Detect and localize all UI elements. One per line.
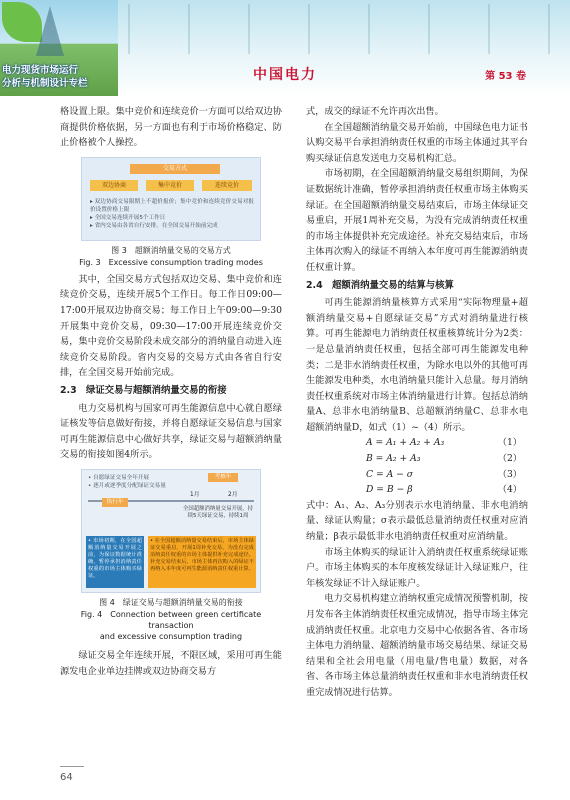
fig3-title: 交易方式 [130, 164, 220, 174]
equation-body: A = A₁ + A₂ + A₃ [366, 437, 445, 449]
power-line-illustration [128, 4, 558, 54]
section-title-line2: 分析与机制设计专栏 [2, 78, 88, 89]
fig3-caption-cn: 图 3 超额消纳量交易的交易方式 [111, 245, 231, 255]
fig3-list [90, 198, 254, 230]
page-number: 64 [60, 772, 73, 783]
paragraph: 在全国超额消纳量交易开始前，中国绿色电力证书认购交易平台承担消纳责任权重的市场主体通过其平台购买绿证信息发送电力交易机构汇总。 [306, 121, 528, 164]
paragraph: 电力交易机构与国家可再生能源信息中心就自愿绿证核发等信息做好衔接，并将自愿绿证交易信息与国家可再生能源信息中心做好共享，绿证交易与超额消纳量交易的衔接如图4所示。 [60, 402, 282, 461]
equation-body: B = A₂ + A₃ [366, 453, 421, 465]
fig4-right-box: • 在全国超额消纳量交易结束后，市场主体绿证交易重启，开展1周补充交易，为没有完成消纳责任权重的市场主体提供补充完成途径。补充交易结束后，市场主体再次购入的绿证不再纳入本年度可再生能源消纳责任权重计算。 [148, 536, 256, 588]
paragraph: 格设置上限。集中竞价和连续竞价一方面可以给双边协商提供价格依据，另一方面也有利于市场价格稳定、防止价格被个人操控。 [60, 106, 282, 149]
equation-3 [306, 467, 528, 483]
fig3-box-centralized: 集中竞价 [146, 180, 194, 191]
paragraph: 式中：A₁、A₂、A₃分别表示水电消纳量、非水电消纳量、绿证认购量；σ表示最低总量消纳责任权重对应消纳量；β表示最低非水电消纳责任权重对应消纳量。 [306, 499, 528, 543]
fig4-tag-execution-year: 执行年 [102, 498, 128, 507]
fig4-left-box: • 市场初期，在全国超额消纳量交易开展之前，为保证数据统计准确，暂停承担消纳责任权重的市场主体购买绿证。 [86, 536, 144, 588]
paragraph: 可再生能源消纳量核算方式采用“实际物理量+超额消纳量交易+自愿绿证交易”方式对消纳量进行核算。可再生能源电力消纳责任权重核算统计分为2类：一是总量消纳责任权重，包括全部可再生能源发电种类；二是非水消纳责任权重，为除水电以外的其他可再生能源发电种类，水电消纳量只能计入总量。每月消纳责任权重系统对市场主体消纳量进行计算。包括总消纳量A、总非水电消纳量B、总超额消纳量C、总非水电超额消纳量D，如式（1）~（4）所示。 [306, 297, 528, 433]
page-number-rule [60, 766, 84, 767]
right-column [306, 104, 528, 701]
fig3-box-continuous: 连续竞价 [202, 180, 252, 191]
equation-number: （3） [497, 468, 522, 480]
paragraph: 其中，全国交易方式包括双边交易、集中竞价和连续竞价交易，连续开展5个工作日。每工作日09:00—17:00开展双边协商交易；每工作日上午09:00—9:30开展集中竞价交易，09:30—17:00开展连续竞价交易，集中竞价交易阶段未成交部分的消纳量自动进入连续竞价交易阶段。省内交易的交易方式由各省自行安排，在全国交易开始前完成。 [60, 273, 282, 379]
fig4-note: • 自愿绿证交易全年开展 • 逐月或逐季度分配绿证交易量 [88, 474, 166, 489]
paragraph: 市场主体购买的绿证计入消纳责任权重系统绿证账户。市场主体购买的本年度核发绿证计入绿证账户，往年核发绿证不计入绿证账户。 [306, 546, 528, 589]
left-column [60, 104, 282, 679]
paragraph: 市场初期，在全国超额消纳量交易组织期间，为保证数据统计准确，暂停承担消纳责任权重市场主体购买绿证。在全国超额消纳量交易结束后，市场主体绿证交易重启，开展1周补充交易，为没有完成消纳责任权重的市场主体提供补充完成途径。补充交易结束后，市场主体再次购入的绿证不再纳入本年度可再生能源消纳责任权重计算。 [306, 168, 528, 273]
fig4-tag-assessment-year: 考核年 [208, 473, 238, 482]
equation-1 [306, 435, 528, 451]
fig4-middle-note: 全国超额消纳量交易开展，持续5天绿证交易，持续1周 [182, 505, 254, 520]
volume-label: 第 53 卷 [485, 71, 526, 82]
fig4-caption-en-1: Fig. 4 Connection between green certificate transaction [80, 609, 262, 630]
equation-number: （1） [497, 437, 522, 449]
equation-4 [306, 482, 528, 498]
fig4-caption-en-2: and excessive consumption trading [99, 631, 243, 641]
fig3-caption-en: Fig. 3 Excessive consumption trading modes [79, 257, 263, 267]
fig4-date-jan: 1月 [190, 491, 200, 498]
equation-body: D = B − β [366, 484, 413, 496]
paragraph: 式，成交的绿证不允许再次出售。 [306, 106, 444, 117]
fig3-item: ▸ 双边协商交易限期上不超价报价；集中竞价和连续竞价交易对报价设置价格上限 [90, 198, 254, 213]
paragraph: 绿证交易全年连续开展，不限区域，采用可再生能源发电企业单边挂牌或双边协商交易方 [60, 649, 282, 677]
equation-number: （2） [497, 453, 522, 465]
section-heading-2-4: 2.4 超额消纳量交易的结算与核算 [306, 279, 454, 291]
fig3-box-bilateral: 双边协商 [90, 180, 138, 191]
fig4-caption-cn: 图 4 绿证交易与超额消纳量交易的衔接 [99, 597, 243, 607]
figure-4 [81, 469, 261, 593]
equation-number: （4） [497, 484, 522, 496]
fig3-item: ▸ 全国交易连续开展5个工作日 [90, 214, 166, 221]
section-heading-2-3: 2.3 绿证交易与超额消纳量交易的衔接 [60, 384, 227, 396]
tower-icon [36, 6, 64, 56]
paragraph: 电力交易机构建立消纳权重完成情况预警机制，按月发布各主体消纳责任权重完成情况，指导市场主体完成消纳责任权重。北京电力交易中心依据各省、各市场主体电力消纳量、超额消纳量市场交易结果、绿证交易结果和全社会用电量（用电量/售电量）数据，对各省、各市场主体总量消纳责任权重和非水电消纳责任权重完成情况进行估算。 [306, 593, 528, 698]
journal-title: 中国电力 [253, 67, 317, 83]
figure-3 [81, 157, 261, 241]
equation-body: C = A − σ [366, 468, 414, 480]
section-title-line1: 电力现货市场运行 [2, 65, 79, 76]
equation-2 [306, 451, 528, 467]
fig3-item: ▸ 省内交易由各省自行安排，在全国交易开始前完成 [90, 222, 218, 229]
fig4-date-feb: 2月 [228, 491, 238, 498]
